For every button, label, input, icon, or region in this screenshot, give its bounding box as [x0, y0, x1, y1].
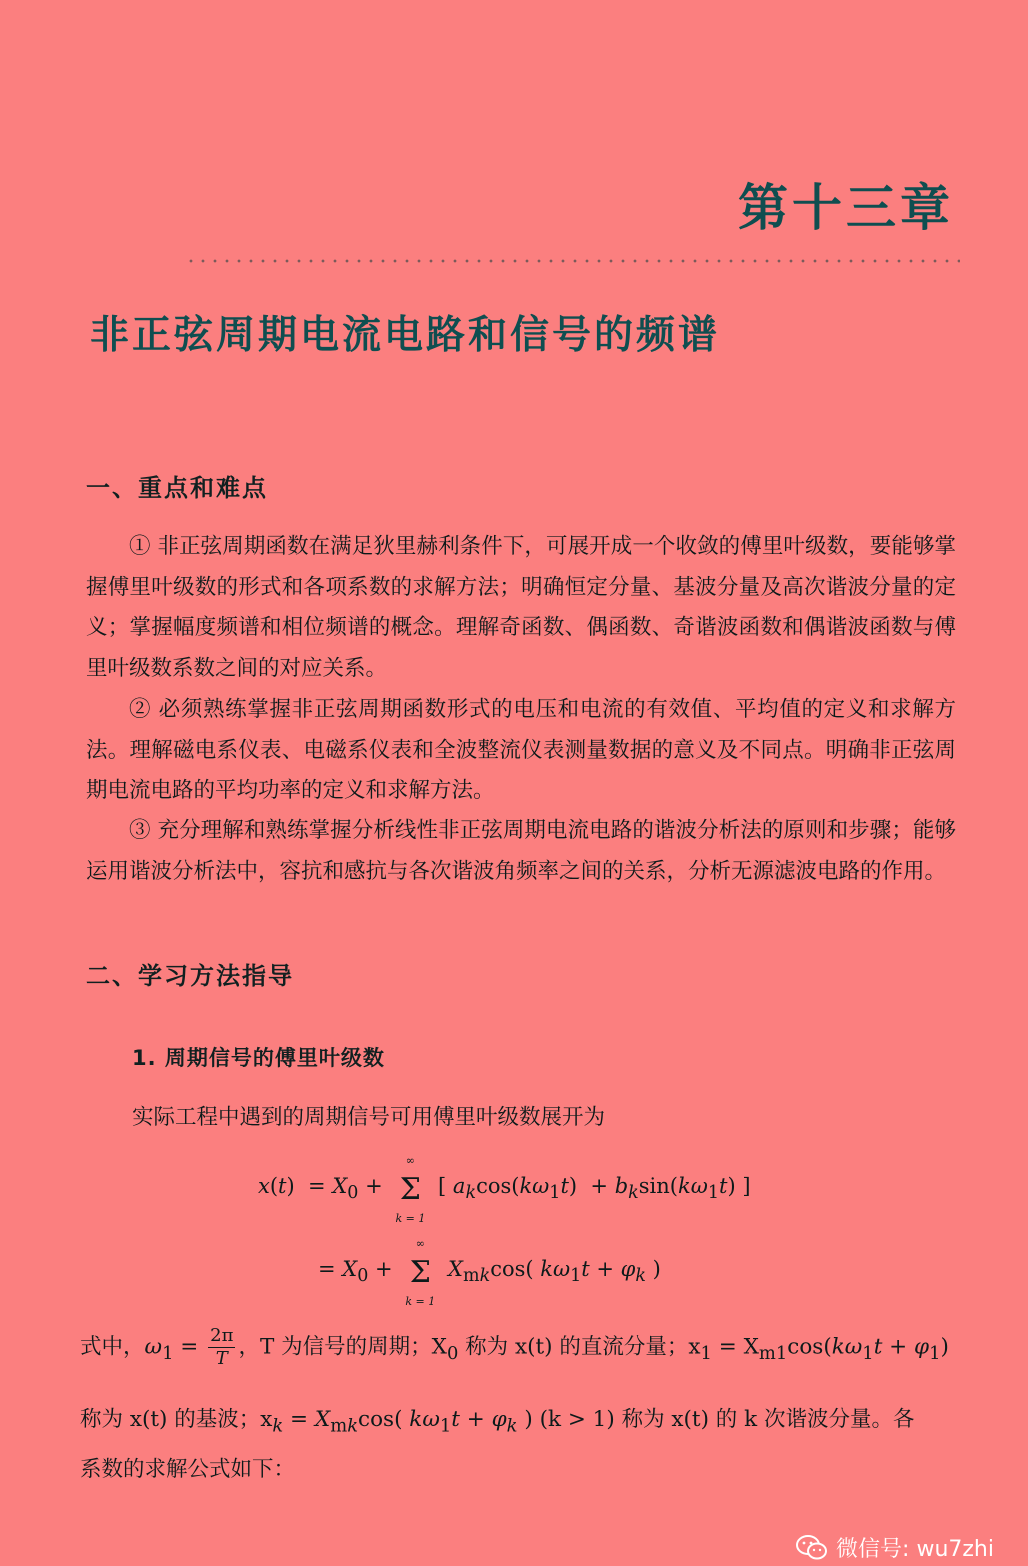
wechat-id-text: 微信号: wu7zhi — [836, 1537, 994, 1562]
wechat-watermark — [796, 1532, 994, 1563]
section-heading-method: 二、学习方法指导 — [86, 962, 294, 990]
paragraph-2: ② 必须熟练掌握非正弦周期函数形式的电压和电流的有效值、平均值的定义和求解方法。理解磁电系仪表、电磁系仪表和全波整流仪表测量数据的意义及不同点。明确非正弦周期电流电路的平均功率的定义和求解方法。 — [86, 697, 956, 803]
paragraph-1: ① 非正弦周期函数在满足狄里赫利条件下，可展开成一个收敛的傅里叶级数，要能够掌握傅里叶级数的形式和各项系数的求解方法；明确恒定分量、基波分量及高次谐波分量的定义；掌握幅度频谱和相位频谱的概念。理解奇函数、偶函数、奇谐波函数和偶谐波函数与傅里叶级数系数之间的对应关系。 — [86, 534, 956, 681]
paragraph-3: ③ 充分理解和熟练掌握分析线性非正弦周期电流电路的谐波分析法的原则和步骤；能够运用谐波分析法中，容抗和感抗与各次谐波角频率之间的关系，分析无源滤波电路的作用。 — [86, 818, 956, 884]
subsection-heading-fourier: 1. 周期信号的傅里叶级数 — [132, 1046, 385, 1070]
summation-symbol: ∞ Σ k = 1 — [395, 1154, 426, 1225]
fourier-equation-1: $x(t) = X_0$ + ∞ Σ k = 1 [ $a_k\cos(k\omega_1t) + b_k\sin(k\omega_1t)$ ] — [258, 1154, 751, 1225]
section-heading-key-points: 一、重点和难点 — [86, 474, 268, 502]
wechat-icon — [796, 1534, 828, 1562]
chapter-title: 非正弦周期电流电路和信号的频谱 — [90, 313, 721, 358]
summation-symbol: ∞ Σ k = 1 — [405, 1237, 436, 1308]
fraction-2pi-over-T: $\frac{2\pi}{T}$ — [210, 1325, 234, 1369]
definition-line-3: 系数的求解公式如下： — [80, 1457, 296, 1482]
chapter-number: 第十三章 — [738, 179, 954, 237]
dotted-divider — [185, 259, 960, 263]
definition-line-2: 称为 x(t) 的基波；$x_k = X_{mk}\cos$( $k\omega_1t + \varphi_k$ ) (k > 1) 称为 x(t) 的 k 次谐波分量。各 — [80, 1407, 915, 1437]
fourier-equation-2: = $X_0$ + ∞ Σ k = 1 $X_{mk}\cos$( $k\omega_1t + \varphi_k$ ) — [318, 1237, 661, 1308]
definition-line-1: 式中，$\omega_1$ = $\frac{2\pi}{T}$ ，T 为信号的周期；$X_0$ 称为 x(t) 的直流分量；$x_1 = X_{m1}\cos(k\omega_1t + \varphi_1)$ — [80, 1325, 949, 1369]
intro-text: 实际工程中遇到的周期信号可用傅里叶级数展开为 — [132, 1105, 606, 1130]
